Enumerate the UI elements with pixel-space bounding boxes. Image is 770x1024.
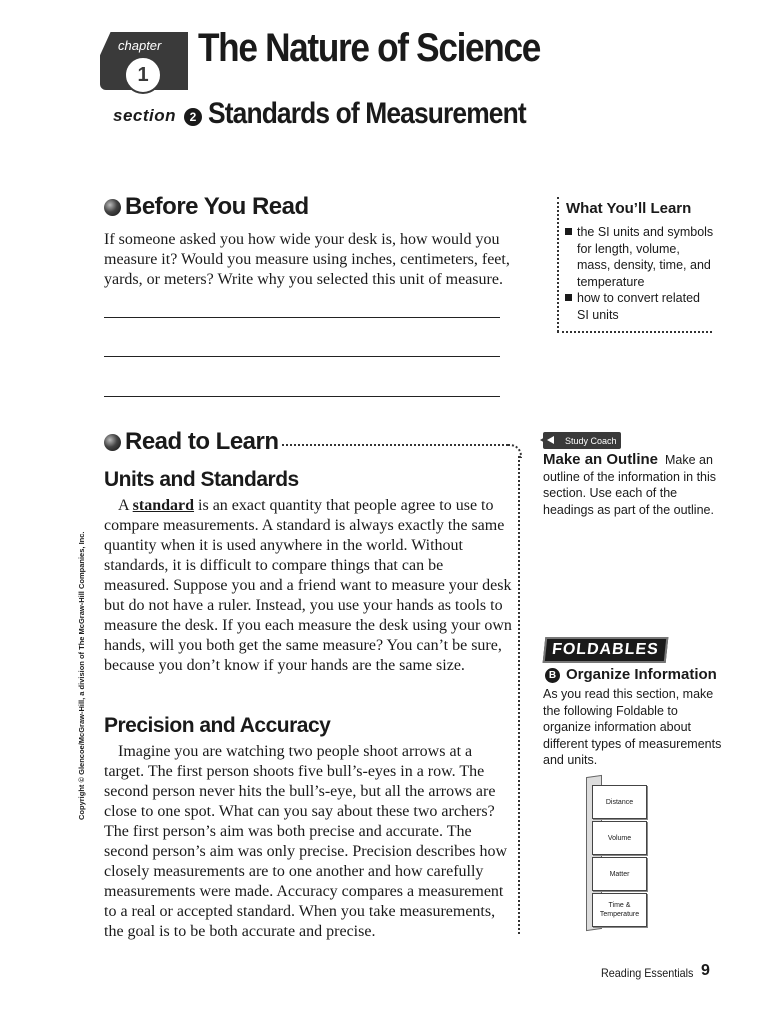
square-bullet-icon — [565, 228, 572, 235]
foldables-badge: B — [545, 668, 560, 683]
organize-information-text: As you read this section, make the following Foldable to organize information about different types of measurements and units. — [543, 687, 722, 767]
section-number: 2 — [184, 108, 202, 126]
study-coach-tag: Study Coach — [543, 432, 621, 449]
read-to-learn-rule — [282, 444, 508, 446]
learn-item: the SI units and symbols for length, volume, mass, density, time, and temperature how to convert related SI units — [565, 224, 715, 323]
answer-line-1[interactable] — [104, 317, 500, 318]
study-coach-heading: Make an Outline — [543, 451, 659, 468]
answer-line-2[interactable] — [104, 356, 500, 357]
sidebar-divider — [557, 197, 559, 332]
section-title: Standards of Measurement — [208, 97, 526, 130]
foldable-panel-volume: Volume — [592, 821, 647, 855]
what-youll-learn-heading: What You’ll Learn — [566, 200, 692, 217]
foldable-panel-time-temperature: Time & Temperature — [592, 893, 647, 927]
study-coach-text: Make an outline of the information in this section. Use each of the headings as part of the outline. — [543, 453, 717, 517]
sidebar-divider-bottom — [557, 331, 712, 333]
section-label: section — [113, 106, 177, 125]
answer-line-3[interactable] — [104, 396, 500, 397]
foldable-panel-distance: Distance — [592, 785, 647, 819]
term-standard: standard — [132, 497, 195, 514]
footer-book-title: Reading Essentials — [601, 966, 694, 980]
main-column-divider — [518, 456, 520, 934]
before-you-read-prompt: If someone asked you how wide your desk is, how would you measure it? Would you measure using inches, centimeters, feet, yards, or meters? Write why you selected this unit of measure. — [104, 231, 510, 288]
arrow-left-inner — [547, 436, 554, 444]
page-number: 9 — [701, 962, 710, 979]
precision-accuracy-heading: Precision and Accuracy — [104, 714, 331, 737]
foldable-panel-matter: Matter — [592, 857, 647, 891]
chapter-title: The Nature of Science — [198, 26, 540, 70]
bullet-ball-icon — [104, 199, 121, 216]
study-coach-box — [543, 452, 723, 518]
before-you-read-heading: Before You Read — [125, 193, 309, 220]
units-standards-paragraph: A standard is an exact quantity that people agree to use to compare measurements. A standard is always exactly the same quantity when it is used anywhere in the world. Without standards, it is difficult to compare things that can be measured. Suppose you and a friend want to measure your desk but do not have a ruler. Instead, you use your hands as tools to measure the desk. If you each measure the desk using your own hands, will you both get the same measure? You can’t be sure, because you don’t know if your hands are the same size. — [104, 497, 512, 674]
square-bullet-icon — [565, 294, 572, 301]
copyright-notice: Copyright © Glencoe/McGraw-Hill, a division of The McGraw-Hill Companies, Inc. — [77, 531, 86, 820]
chapter-label: chapter — [118, 38, 162, 53]
units-standards-heading: Units and Standards — [104, 468, 299, 491]
precision-accuracy-paragraph: Imagine you are watching two people shoot arrows at a target. The first person shoots five bull’s-eyes in a row. The second person never hits the bull’s-eye, but all the arrows are close to one spot. What can you say about these two archers? The first person’s aim was both precise and accurate. The second person’s aim was only precise. Precision describes how closely measurements are to one another and how carefully measurements were made. Accuracy compares a measurement to a real or accepted standard. When you take measurements, the goal is to be both accurate and precise. — [104, 743, 508, 940]
organize-information-heading: Organize Information — [566, 666, 717, 683]
bullet-ball-icon — [104, 434, 121, 451]
chapter-number: 1 — [124, 56, 162, 94]
read-to-learn-heading: Read to Learn — [125, 428, 279, 455]
foldables-logo: FOLDABLES — [543, 637, 669, 663]
